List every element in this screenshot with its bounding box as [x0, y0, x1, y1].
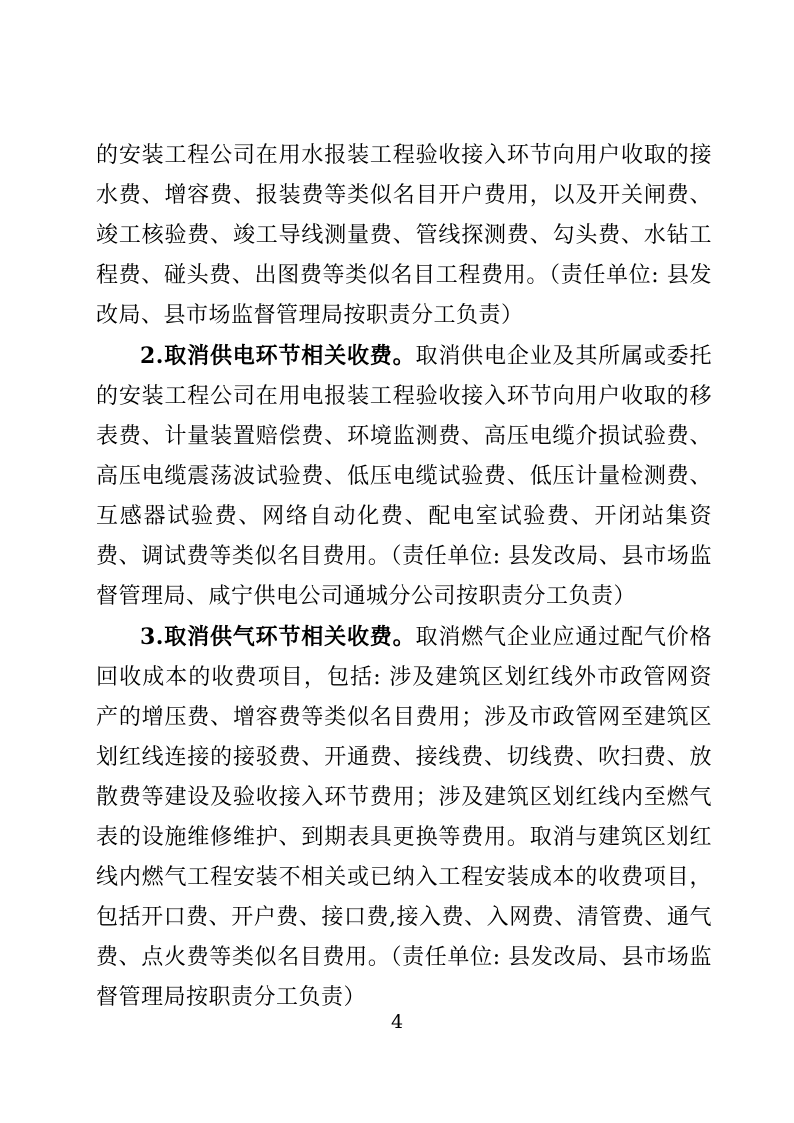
paragraph-2-text: 取消供电企业及其所属或委托的安装工程公司在用电报装工程验收接入环节向用户收取的移表费、计量装置赔偿费、环境监测费、高压电缆介损试验费、高压电缆震荡波试验费、低压电缆试验费、低压计量检测费、互感器试验费、网络自动化费、配电室试验费、开闭站集资费、调试费等类似名目费用。（责任单位: 县发改局、县市场监督管理局、咸宁供电公司通城分公司按职责分工负责） [96, 344, 712, 609]
paragraph-2 [96, 336, 712, 617]
paragraph-3 [96, 617, 712, 1018]
document-body [96, 136, 712, 1018]
page-number: 4 [390, 1011, 404, 1033]
paragraph-1 [96, 136, 712, 336]
paragraph-3-heading: 3.取消供气环节相关收费。 [140, 624, 416, 650]
paragraph-2-heading: 2.取消供电环节相关收费。 [140, 343, 416, 369]
paragraph-3-text: 取消燃气企业应通过配气价格回收成本的收费项目，包括: 涉及建筑区划红线外市政管网资产的增压费、增容费等类似名目费用；涉及市政管网至建筑区划红线连接的接驳费、开通费、接线费、切线费、吹扫费、放散费等建设及验收接入环节费用；涉及建筑区划红线内至燃气表的设施维修维护、到期表具更换等费用。取消与建筑区划红线内燃气工程安装不相关或已纳入工程安装成本的收费项目，包括开口费、开户费、接口费,接入费、入网费、清管费、通气费、点火费等类似名目费用。（责任单位: 县发改局、县市场监督管理局按职责分工负责） [96, 625, 712, 1010]
paragraph-1-text: 的安装工程公司在用水报装工程验收接入环节向用户收取的接水费、增容费、报装费等类似名目开户费用，以及开关闸费、竣工核验费、竣工导线测量费、管线探测费、勾头费、水钻工程费、碰头费、出图费等类似名目工程费用。（责任单位: 县发改局、县市场监督管理局按职责分工负责） [96, 143, 712, 328]
